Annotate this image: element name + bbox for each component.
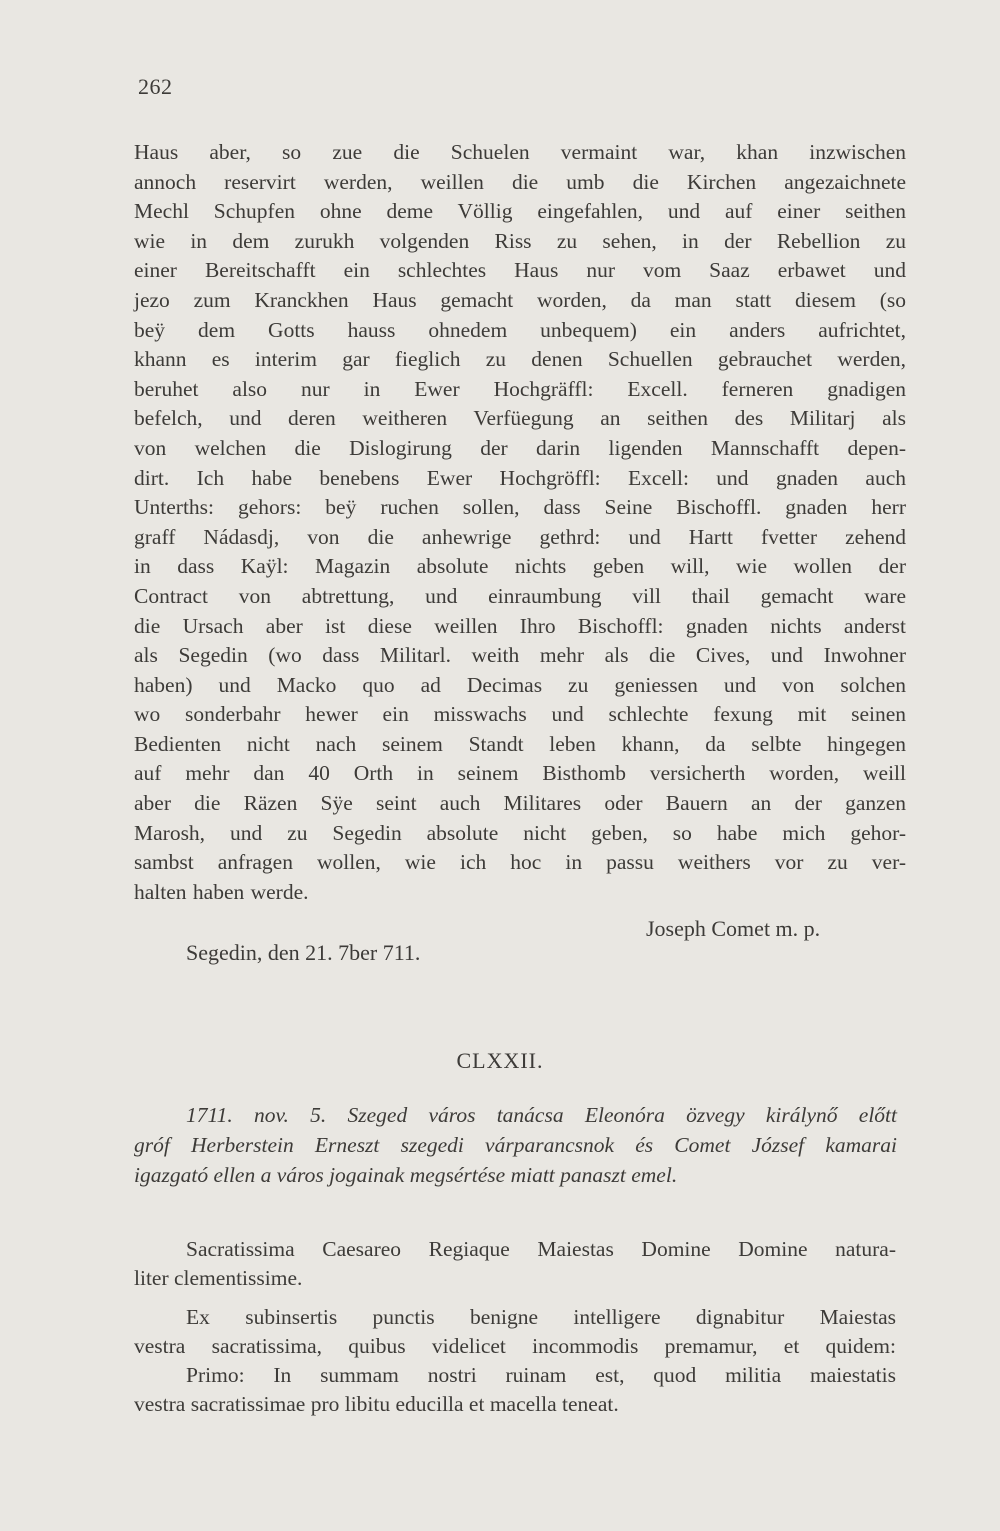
text-line: vestra sacratissima, quibus videlicet incommodis premamur, et quidem: bbox=[134, 1334, 896, 1358]
text-line: graff Nádasdj, von die anhewrige gethrd: und Hartt fvetter zehend bbox=[134, 524, 906, 549]
text-line: Sacratissima Caesareo Regiaque Maiestas Domine Domine natura- bbox=[186, 1237, 896, 1261]
text-line: halten haben werde. bbox=[134, 879, 309, 904]
document-number: CLXXII. bbox=[456, 1048, 544, 1073]
text-line: Unterths: gehors: beÿ ruchen sollen, dass Seine Bischoffl. gnaden herr bbox=[134, 495, 906, 520]
text-line: wie in dem zurukh volgenden Riss zu sehen, in der Rebellion zu bbox=[134, 228, 906, 253]
text-line: die Ursach aber ist diese weillen Ihro Bischoffl: gnaden nichts anderst bbox=[134, 613, 906, 638]
text-line: dirt. Ich habe benebens Ewer Hochgröffl: Excell: und gnaden auch bbox=[134, 465, 906, 490]
text-line: wo sonderbahr hewer ein misswachs und schlechte fexung mit seinen bbox=[134, 702, 906, 727]
text-line: sambst anfragen wollen, wie ich hoc in passu weithers vor zu ver- bbox=[134, 850, 906, 875]
text-line: annoch reservirt werden, weillen die umb die Kirchen angezaichnete bbox=[134, 169, 906, 194]
text-line: beruhet also nur in Ewer Hochgräffl: Excell. ferneren gnadigen bbox=[134, 376, 906, 401]
text-line: in dass Kaÿl: Magazin absolute nichts geben will, wie wollen der bbox=[134, 554, 906, 579]
text-line: Marosh, und zu Segedin absolute nicht geben, so habe mich gehor- bbox=[134, 820, 906, 845]
text-line: Ex subinsertis punctis benigne intelligere dignabitur Maiestas bbox=[186, 1305, 896, 1329]
text-line: beÿ dem Gotts hauss ohnedem unbequem) ein anders aufrichtet, bbox=[134, 317, 906, 342]
text-line: befelch, und deren weitheren Verfüegung an seithen des Militarj als bbox=[134, 406, 906, 431]
paragraph-gap bbox=[134, 1293, 896, 1303]
signature: Joseph Comet m. p. bbox=[646, 916, 821, 941]
text-line: Contract von abtrettung, und einraumbung vill thail gemacht ware bbox=[134, 583, 906, 608]
text-line: einer Bereitschafft ein schlechtes Haus nur vom Saaz erbawet und bbox=[134, 258, 906, 283]
text-line: jezo zum Kranckhen Haus gemacht worden, da man statt diesem (so bbox=[134, 287, 906, 312]
text-line: Primo: In summam nostri ruinam est, quod militia maiestatis bbox=[186, 1363, 896, 1387]
text-line: Haus aber, so zue die Schuelen vermaint war, khan inzwischen bbox=[134, 140, 906, 164]
text-line: Bedienten nicht nach seinem Standt leben khann, da selbte hingegen bbox=[134, 731, 906, 756]
place-date: Segedin, den 21. 7ber 711. bbox=[186, 940, 421, 965]
letter-body bbox=[134, 138, 906, 907]
text-line: khann es interim gar fieglich zu denen Schuellen gebrauchet werden, bbox=[134, 347, 906, 372]
text-line: Mechl Schupfen ohne deme Völlig eingefahlen, und auf einer seithen bbox=[134, 199, 906, 224]
regest-summary bbox=[134, 1100, 897, 1190]
text-line: liter clementissime. bbox=[134, 1266, 303, 1290]
text-line: aber die Räzen Sÿe seint auch Militares oder Bauern an der ganzen bbox=[134, 791, 906, 816]
text-line: haben) und Macko quo ad Decimas zu geniessen und von solchen bbox=[134, 672, 906, 697]
text-line: vestra sacratissimae pro libitu educilla et macella teneat. bbox=[134, 1392, 619, 1416]
regest-line: 1711. nov. 5. Szeged város tanácsa Eleonóra özvegy királynő előtt bbox=[186, 1103, 897, 1127]
text-line: von welchen die Dislogirung der darin ligenden Mannschafft depen- bbox=[134, 435, 906, 460]
text-line: als Segedin (wo dass Militarl. weith mehr als die Cives, und Inwohner bbox=[134, 643, 906, 668]
page-number: 262 bbox=[138, 74, 173, 99]
regest-line: gróf Herberstein Erneszt szegedi várparancsnok és Comet József kamarai bbox=[134, 1133, 897, 1157]
latin-text bbox=[134, 1235, 896, 1419]
regest-line: igazgató ellen a város jogainak megsértése miatt panaszt emel. bbox=[134, 1163, 678, 1187]
text-line: auf mehr dan 40 Orth in seinem Bisthomb versicherth worden, weill bbox=[134, 761, 906, 786]
